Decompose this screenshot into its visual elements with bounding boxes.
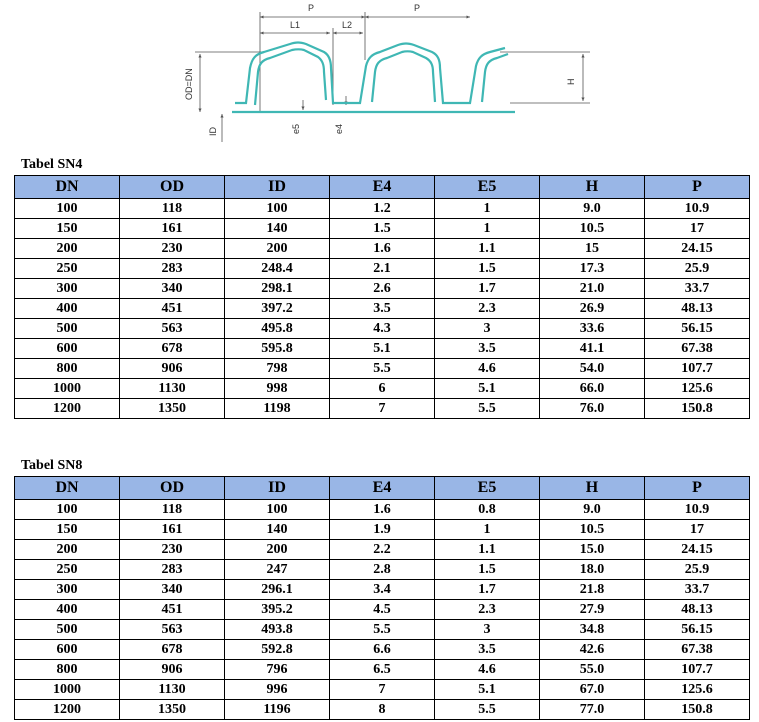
table-cell-p: 67.38 <box>645 339 750 359</box>
label-h: H <box>566 78 576 85</box>
table-cell-od: 118 <box>120 199 225 219</box>
table-cell-e4: 5.5 <box>330 359 435 379</box>
column-header-p: P <box>645 176 750 199</box>
table-cell-e4: 2.8 <box>330 560 435 580</box>
table-cell-id: 298.1 <box>225 279 330 299</box>
table-cell-h: 67.0 <box>540 680 645 700</box>
table-cell-id: 592.8 <box>225 640 330 660</box>
table-cell-h: 33.6 <box>540 319 645 339</box>
column-header-od: OD <box>120 176 225 199</box>
table-cell-p: 48.13 <box>645 299 750 319</box>
pipe-profile-diagram <box>0 0 759 150</box>
dimension-lines <box>195 12 590 142</box>
table-caption-sn4: Tabel SN4 <box>21 157 83 172</box>
table-cell-p: 25.9 <box>645 259 750 279</box>
table-row <box>15 339 750 359</box>
table-cell-e5: 4.6 <box>435 359 540 379</box>
table-cell-od: 118 <box>120 500 225 520</box>
table-cell-p: 33.7 <box>645 279 750 299</box>
table-cell-od: 283 <box>120 259 225 279</box>
table-cell-id: 493.8 <box>225 620 330 640</box>
label-p-right: P <box>414 3 421 13</box>
table-cell-e5: 3.5 <box>435 640 540 660</box>
column-header-dn: DN <box>15 176 120 199</box>
table-cell-e4: 3.4 <box>330 580 435 600</box>
table-cell-id: 798 <box>225 359 330 379</box>
table-row <box>15 379 750 399</box>
table-cell-e4: 6.6 <box>330 640 435 660</box>
table-cell-h: 10.5 <box>540 219 645 239</box>
table-row <box>15 540 750 560</box>
column-header-e5: E5 <box>435 477 540 500</box>
table-cell-e4: 4.3 <box>330 319 435 339</box>
table-cell-p: 17 <box>645 219 750 239</box>
column-header-e4: E4 <box>330 176 435 199</box>
column-header-h: H <box>540 176 645 199</box>
table-cell-h: 9.0 <box>540 199 645 219</box>
table-cell-e4: 4.5 <box>330 600 435 620</box>
table-cell-p: 107.7 <box>645 660 750 680</box>
table-row <box>15 680 750 700</box>
table-cell-e5: 4.6 <box>435 660 540 680</box>
column-header-dn: DN <box>15 477 120 500</box>
table-cell-e5: 1.1 <box>435 540 540 560</box>
table-cell-e5: 3 <box>435 620 540 640</box>
table-cell-id: 397.2 <box>225 299 330 319</box>
table-cell-h: 15.0 <box>540 540 645 560</box>
table-cell-od: 906 <box>120 660 225 680</box>
table-cell-h: 21.8 <box>540 580 645 600</box>
table-cell-dn: 800 <box>15 660 120 680</box>
table-cell-h: 55.0 <box>540 660 645 680</box>
table-cell-e4: 1.2 <box>330 199 435 219</box>
table-cell-e4: 1.6 <box>330 500 435 520</box>
table-cell-e5: 5.5 <box>435 399 540 419</box>
table-row <box>15 319 750 339</box>
table-cell-dn: 100 <box>15 199 120 219</box>
pipe-profile <box>232 43 515 113</box>
table-cell-dn: 250 <box>15 259 120 279</box>
table-cell-e5: 5.1 <box>435 680 540 700</box>
table-row <box>15 640 750 660</box>
table-cell-p: 56.15 <box>645 319 750 339</box>
table-row <box>15 359 750 379</box>
table-cell-p: 150.8 <box>645 399 750 419</box>
table-cell-id: 296.1 <box>225 580 330 600</box>
table-cell-h: 54.0 <box>540 359 645 379</box>
table-cell-e4: 2.6 <box>330 279 435 299</box>
table-cell-p: 25.9 <box>645 560 750 580</box>
table-cell-p: 10.9 <box>645 500 750 520</box>
table-cell-od: 161 <box>120 219 225 239</box>
table-cell-p: 17 <box>645 520 750 540</box>
table-cell-h: 66.0 <box>540 379 645 399</box>
table-header-row <box>15 477 750 500</box>
table-cell-e5: 1.1 <box>435 239 540 259</box>
label-od-dn: OD=DN <box>184 68 194 100</box>
table-cell-dn: 1000 <box>15 379 120 399</box>
table-cell-dn: 500 <box>15 319 120 339</box>
table-cell-id: 200 <box>225 239 330 259</box>
column-header-e5: E5 <box>435 176 540 199</box>
table-cell-p: 125.6 <box>645 680 750 700</box>
table-cell-e5: 5.5 <box>435 700 540 720</box>
table-cell-h: 15 <box>540 239 645 259</box>
column-header-h: H <box>540 477 645 500</box>
table-cell-e5: 5.1 <box>435 379 540 399</box>
column-header-p: P <box>645 477 750 500</box>
table-cell-e5: 1.5 <box>435 560 540 580</box>
table-cell-e4: 7 <box>330 399 435 419</box>
table-row <box>15 500 750 520</box>
table-cell-e5: 1 <box>435 199 540 219</box>
table-cell-p: 24.15 <box>645 540 750 560</box>
table-cell-od: 678 <box>120 339 225 359</box>
table-cell-id: 395.2 <box>225 600 330 620</box>
table-cell-dn: 600 <box>15 640 120 660</box>
table-cell-e5: 2.3 <box>435 600 540 620</box>
table-cell-e4: 2.1 <box>330 259 435 279</box>
table-cell-od: 1130 <box>120 680 225 700</box>
table-cell-id: 100 <box>225 500 330 520</box>
label-l2: L2 <box>342 20 353 30</box>
table-cell-dn: 400 <box>15 600 120 620</box>
table-header-row <box>15 176 750 199</box>
table-cell-dn: 1200 <box>15 700 120 720</box>
table-cell-id: 100 <box>225 199 330 219</box>
table-cell-h: 76.0 <box>540 399 645 419</box>
table-cell-dn: 600 <box>15 339 120 359</box>
table-cell-p: 150.8 <box>645 700 750 720</box>
diagram-labels <box>184 3 576 136</box>
table-cell-dn: 800 <box>15 359 120 379</box>
table-cell-od: 1350 <box>120 399 225 419</box>
table-cell-e5: 1 <box>435 219 540 239</box>
table-row <box>15 199 750 219</box>
label-e5: e5 <box>291 123 301 134</box>
column-header-e4: E4 <box>330 477 435 500</box>
table-cell-e5: 1.7 <box>435 279 540 299</box>
table-cell-id: 247 <box>225 560 330 580</box>
table-cell-p: 10.9 <box>645 199 750 219</box>
table-cell-e4: 8 <box>330 700 435 720</box>
table-cell-dn: 100 <box>15 500 120 520</box>
table-cell-dn: 400 <box>15 299 120 319</box>
table-cell-h: 41.1 <box>540 339 645 359</box>
table-cell-od: 906 <box>120 359 225 379</box>
table-cell-id: 248.4 <box>225 259 330 279</box>
table-cell-e4: 2.2 <box>330 540 435 560</box>
table-cell-od: 1350 <box>120 700 225 720</box>
table-cell-h: 27.9 <box>540 600 645 620</box>
table-cell-h: 34.8 <box>540 620 645 640</box>
table-cell-h: 9.0 <box>540 500 645 520</box>
table-cell-od: 451 <box>120 600 225 620</box>
table-row <box>15 239 750 259</box>
table-cell-e5: 3.5 <box>435 339 540 359</box>
table-cell-p: 48.13 <box>645 600 750 620</box>
label-e4: e4 <box>334 123 344 134</box>
table-cell-id: 1198 <box>225 399 330 419</box>
table-cell-od: 230 <box>120 540 225 560</box>
table-cell-od: 563 <box>120 319 225 339</box>
table-cell-id: 140 <box>225 520 330 540</box>
table-cell-e4: 1.5 <box>330 219 435 239</box>
table-row <box>15 660 750 680</box>
table-cell-dn: 1200 <box>15 399 120 419</box>
table-cell-e5: 1.7 <box>435 580 540 600</box>
table-cell-e4: 3.5 <box>330 299 435 319</box>
table-cell-dn: 150 <box>15 520 120 540</box>
table-cell-e4: 5.5 <box>330 620 435 640</box>
table-cell-e5: 1 <box>435 520 540 540</box>
table-row <box>15 520 750 540</box>
table-cell-h: 10.5 <box>540 520 645 540</box>
table-cell-h: 77.0 <box>540 700 645 720</box>
table-cell-p: 107.7 <box>645 359 750 379</box>
table-cell-dn: 1000 <box>15 680 120 700</box>
table-cell-dn: 200 <box>15 540 120 560</box>
table-cell-od: 1130 <box>120 379 225 399</box>
table-cell-id: 998 <box>225 379 330 399</box>
table-cell-dn: 300 <box>15 580 120 600</box>
table-cell-id: 996 <box>225 680 330 700</box>
table-cell-id: 200 <box>225 540 330 560</box>
table-cell-e4: 1.6 <box>330 239 435 259</box>
table-cell-p: 125.6 <box>645 379 750 399</box>
table-caption-sn8: Tabel SN8 <box>21 458 83 473</box>
table-cell-h: 26.9 <box>540 299 645 319</box>
table-cell-id: 140 <box>225 219 330 239</box>
label-id: ID <box>208 127 218 136</box>
table-row <box>15 399 750 419</box>
table-cell-e4: 1.9 <box>330 520 435 540</box>
table-row <box>15 580 750 600</box>
table-cell-h: 17.3 <box>540 259 645 279</box>
table-cell-od: 678 <box>120 640 225 660</box>
spec-table-sn8 <box>14 476 750 720</box>
table-cell-p: 56.15 <box>645 620 750 640</box>
table-cell-h: 42.6 <box>540 640 645 660</box>
table-cell-p: 67.38 <box>645 640 750 660</box>
label-l1: L1 <box>290 20 301 30</box>
table-row <box>15 700 750 720</box>
table-cell-e4: 6 <box>330 379 435 399</box>
table-row <box>15 219 750 239</box>
table-cell-e5: 3 <box>435 319 540 339</box>
table-cell-id: 595.8 <box>225 339 330 359</box>
table-cell-od: 451 <box>120 299 225 319</box>
table-row <box>15 259 750 279</box>
table-cell-id: 1196 <box>225 700 330 720</box>
table-cell-od: 340 <box>120 580 225 600</box>
table-cell-dn: 250 <box>15 560 120 580</box>
table-cell-e4: 5.1 <box>330 339 435 359</box>
table-cell-e5: 0.8 <box>435 500 540 520</box>
table-row <box>15 560 750 580</box>
column-header-od: OD <box>120 477 225 500</box>
table-cell-dn: 300 <box>15 279 120 299</box>
table-cell-e5: 2.3 <box>435 299 540 319</box>
table-cell-h: 18.0 <box>540 560 645 580</box>
table-cell-od: 563 <box>120 620 225 640</box>
spec-table-sn4 <box>14 175 750 419</box>
table-cell-e4: 6.5 <box>330 660 435 680</box>
column-header-id: ID <box>225 477 330 500</box>
table-cell-e4: 7 <box>330 680 435 700</box>
column-header-id: ID <box>225 176 330 199</box>
table-cell-od: 161 <box>120 520 225 540</box>
table-cell-od: 340 <box>120 279 225 299</box>
table-cell-dn: 150 <box>15 219 120 239</box>
table-cell-p: 24.15 <box>645 239 750 259</box>
table-row <box>15 620 750 640</box>
table-cell-od: 230 <box>120 239 225 259</box>
table-cell-id: 796 <box>225 660 330 680</box>
table-cell-p: 33.7 <box>645 580 750 600</box>
table-cell-dn: 500 <box>15 620 120 640</box>
table-cell-od: 283 <box>120 560 225 580</box>
table-cell-h: 21.0 <box>540 279 645 299</box>
table-cell-e5: 1.5 <box>435 259 540 279</box>
table-cell-dn: 200 <box>15 239 120 259</box>
table-row <box>15 299 750 319</box>
table-cell-id: 495.8 <box>225 319 330 339</box>
table-row <box>15 279 750 299</box>
label-p-left: P <box>308 3 315 13</box>
table-row <box>15 600 750 620</box>
